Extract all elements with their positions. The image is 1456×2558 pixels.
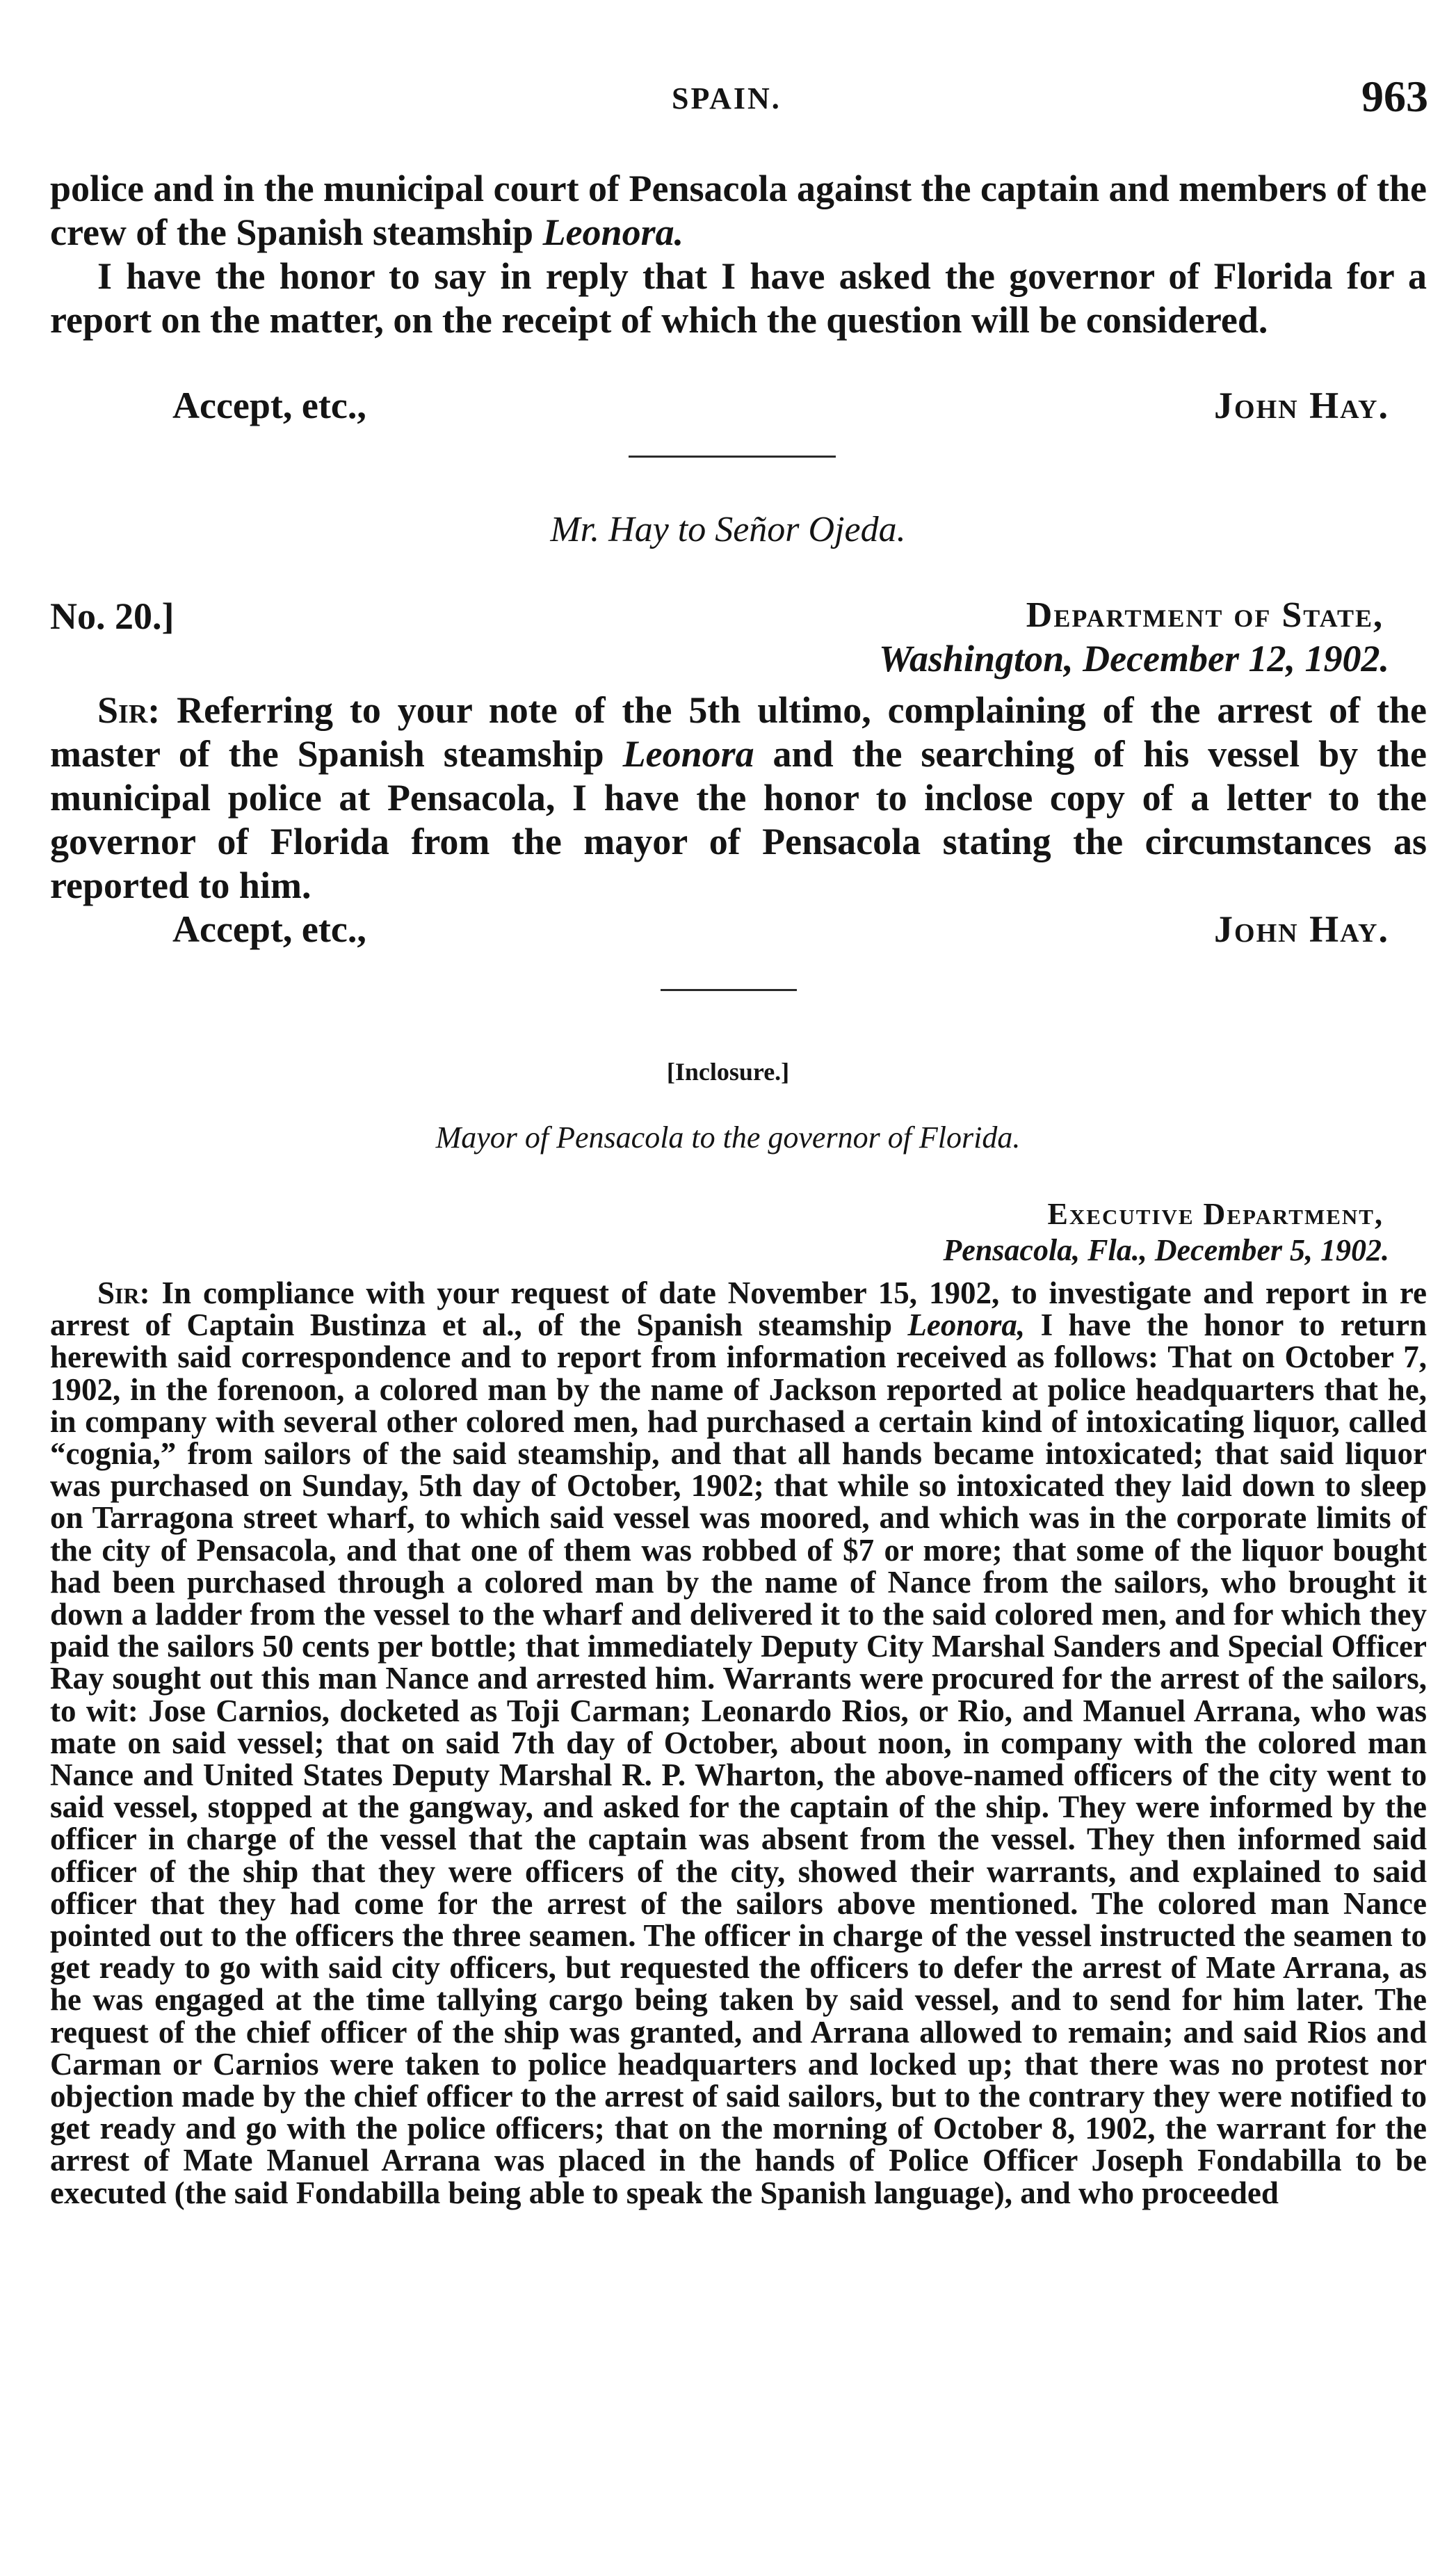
inclosure-place-date: Pensacola, Fla., December 5, 1902. <box>943 1233 1389 1267</box>
ship-name: Leonora <box>622 733 754 775</box>
page-number: 963 <box>1361 72 1428 121</box>
letter1-closing: Accept, etc., <box>172 385 366 426</box>
running-head <box>0 72 1456 134</box>
letter2-closing: Accept, etc., <box>172 908 366 950</box>
inclosure-label: [Inclosure.] <box>666 1058 790 1086</box>
section-divider <box>629 456 836 458</box>
letter2-heading: Mr. Hay to Señor Ojeda. <box>550 510 906 549</box>
executive-department: Executive Department, <box>1047 1197 1384 1231</box>
letter1-signature: John Hay. <box>1214 385 1389 426</box>
running-title: SPAIN. <box>672 81 782 115</box>
salutation: Sir: <box>97 1276 150 1310</box>
inclosure-body: Sir: In compliance with your request of date November 15, 1902, to investigate and report in re arrest of Captain Bustinza et al., of the Spanish steamship Leonora, I have the honor to return herewith said correspondence and to report from information received as follows: That on October 7, 1902, in the forenoon, a colored man by the name of Jackson reported at police headquarters that he, in company with several other colored men, had purchased a certain kind of intoxicating liquor, called “cognia,” from sailors of the said steamship, and that all hands became intoxicated; that said liquor was purchased on Sunday, 5th day of October, 1902; that while so intoxicated they laid down to sleep on Tarragona street wharf, to which said vessel was moored, and which was in the corporate limits of the city of Pensacola, and that one of them was robbed of $7 or more; that some of the liquor bought had been purchased through a colored man by the name of Nance from the sailors, who brought it down a ladder from the vessel to the wharf and delivered it to the said colored men, and for which they paid the sailors 50 cents per bottle; that immediately Deputy City Marshal Sanders and Special Officer Ray sought out this man Nance and arrested him. Warrants were procured for the arrest of the sailors, to wit: Jose Carnios, docketed as Toji Carman; Leonardo Rios, or Rio, and Manuel Arrana, who was mate on said vessel; that on said 7th day of October, about noon, in company with the colored man Nance and United States Deputy Marshal R. P. Wharton, the above-named officers of the city went to said vessel, stopped at the gangway, and asked for the captain of the ship. They were informed by the officer in charge of the vessel that the captain was absent from the vessel. They then informed said officer of the ship that they were officers of the city, showed their warrants, and explained to said officer that they had come for the arrest of the sailors above mentioned. The colored man Nance pointed out to the officers the three seamen. The officer in charge of the vessel instructed the seamen to get ready to go with said city officers, but requested the officers to defer the arrest of Mate Arrana, as he was engaged at the time tallying cargo being taken by said vessel, and to send for him later. The request of the chief officer of the ship was granted, and Arrana allowed to remain; and said Rios and Carman or Carnios were taken to police headquarters and locked up; that there was no protest nor objection made by the chief officer to the arrest of said sailors, but to the contrary they were notified to get ready and go with the police officers; that on the morning of October 8, 1902, the warrant for the arrest of Mate Manuel Arrana was placed in the hands of Police Officer Joseph Fondabilla to be executed (the said Fondabilla being able to speak the Spanish language), and who proceeded <box>50 1276 1427 2210</box>
letter1-paragraph2: I have the honor to say in reply that I have asked the governor of Florida for a report on the matter, on the receipt of which the question will be considered. <box>50 255 1427 341</box>
letter1-paragraph1: police and in the municipal court of Pensacola against the captain and members of the crew of the Spanish steamship Leonora. <box>50 168 1427 253</box>
department-of-state: Department of State, <box>1026 595 1384 635</box>
section-divider <box>661 989 797 991</box>
letter2-body: Sir: Referring to your note of the 5th ultimo, complaining of the arrest of the master of the Spanish steamship Leonora and the searching of his vessel by the municipal police at Pensacola, I have the honor to inclose copy of a letter to the governor of Florida from the mayor of Pensacola stating the circumstances as reported to him. <box>50 689 1427 906</box>
letter2-signature: John Hay. <box>1214 908 1389 950</box>
despatch-number: No. 20.] <box>50 595 175 637</box>
inclosure-heading: Mayor of Pensacola to the governor of Florida. <box>435 1120 1021 1155</box>
letter2-place-date: Washington, December 12, 1902. <box>878 638 1389 679</box>
salutation: Sir: <box>97 689 161 731</box>
ship-name: Leonora, <box>907 1308 1026 1343</box>
ship-name: Leonora. <box>542 211 684 253</box>
